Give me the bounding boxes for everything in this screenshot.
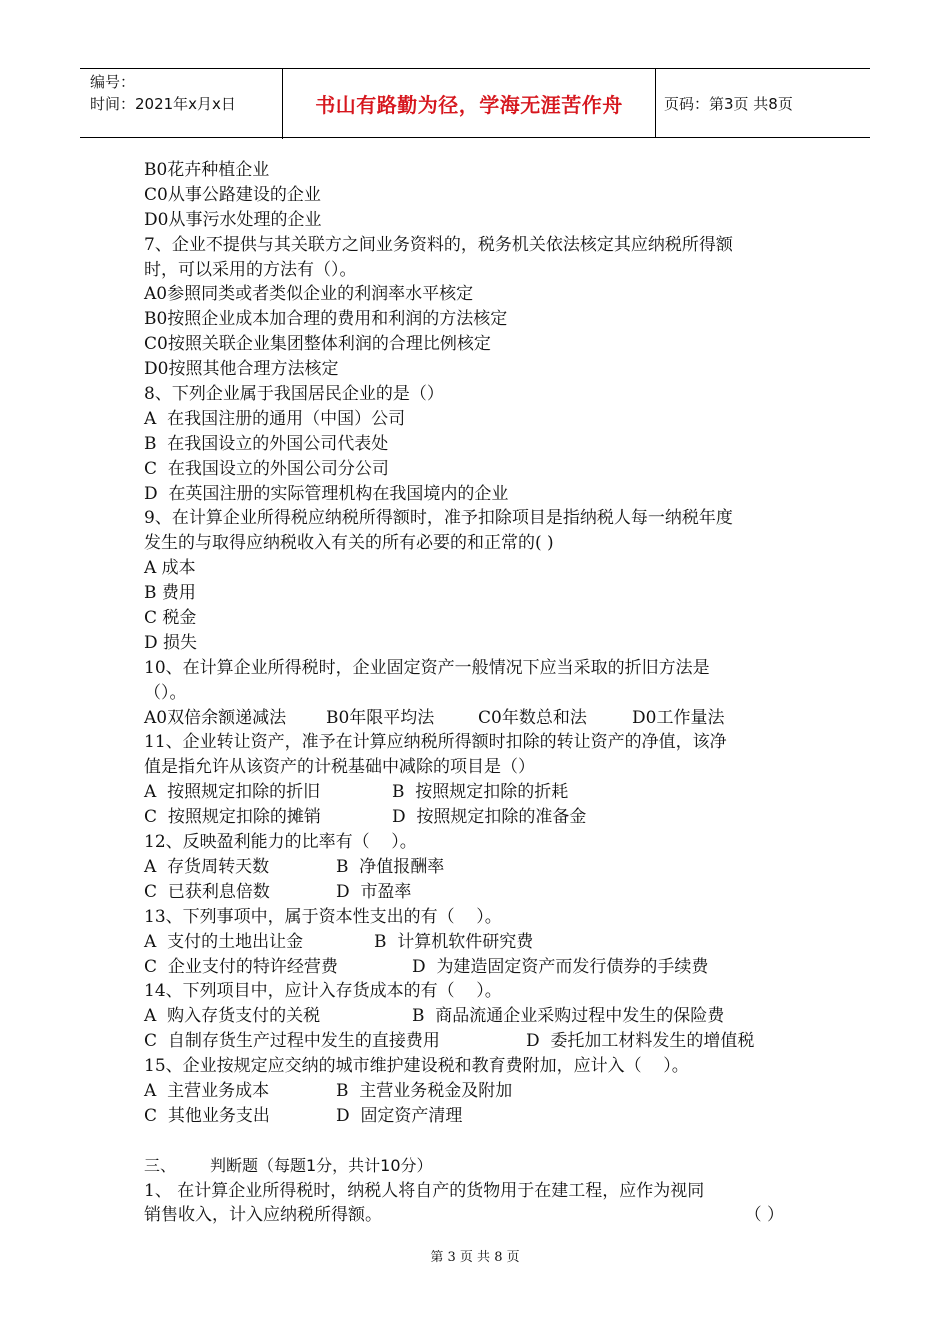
option-row bbox=[144, 930, 824, 955]
option-line: D0按照其他合理方法核定 bbox=[144, 359, 339, 380]
header-meta bbox=[80, 69, 283, 139]
option-line: B 在我国设立的外国公司代表处 bbox=[144, 433, 389, 454]
section-heading bbox=[144, 1154, 824, 1179]
page-footer: 第 3 页 共 8 页 bbox=[430, 1250, 520, 1265]
section-number: 三、 bbox=[144, 1155, 177, 1175]
option-b: B 主营业务税金及附加 bbox=[336, 1080, 513, 1101]
option-a: A 存货周转天数 bbox=[144, 856, 270, 877]
option-row bbox=[144, 706, 824, 731]
option-row bbox=[144, 1104, 824, 1129]
judge-question-1: 1、 在计算企业所得税时，纳税人将自产的货物用于在建工程，应作为视同 bbox=[144, 1180, 705, 1201]
section-title: 判断题（每题1分，共计10分） bbox=[210, 1155, 433, 1175]
text-line: C0从事公路建设的企业 bbox=[144, 184, 321, 205]
option-line: A 在我国注册的通用（中国）公司 bbox=[144, 408, 406, 429]
question-11: 11、企业转让资产，准予在计算应纳税所得额时扣除的转让资产的净值，该净 bbox=[144, 732, 727, 753]
header-motto: 书山有路勤为径，学海无涯苦作舟 bbox=[315, 92, 623, 117]
page-header bbox=[80, 68, 870, 138]
option-d: D 市盈率 bbox=[336, 881, 412, 902]
question-13: 13、下列事项中，属于资本性支出的有（ ）。 bbox=[144, 906, 502, 927]
question-12: 12、反映盈利能力的比率有（ ）。 bbox=[144, 832, 417, 853]
option-d: D 按照规定扣除的准备金 bbox=[392, 807, 587, 828]
header-page-label: 页码：第3页 共8页 bbox=[664, 94, 793, 113]
option-c: C 自制存货生产过程中发生的直接费用 bbox=[144, 1031, 440, 1052]
option-line: D 在英国注册的实际管理机构在我国境内的企业 bbox=[144, 483, 509, 504]
option-c: C 企业支付的特许经营费 bbox=[144, 956, 338, 977]
question-15: 15、企业按规定应交纳的城市维护建设税和教育费附加，应计入（ ）。 bbox=[144, 1056, 689, 1077]
option-a: A 支付的土地出让金 bbox=[144, 931, 304, 952]
option-d: D0工作量法 bbox=[632, 707, 725, 728]
text-line: （）。 bbox=[144, 682, 187, 703]
header-motto-cell bbox=[283, 69, 656, 137]
option-line: B 费用 bbox=[144, 583, 196, 604]
option-b: B 净值报酬率 bbox=[336, 856, 445, 877]
option-d: D 固定资产清理 bbox=[336, 1105, 463, 1126]
option-row bbox=[144, 880, 824, 905]
document-body bbox=[144, 158, 824, 1228]
text-line: B0花卉种植企业 bbox=[144, 160, 270, 180]
option-b: B 计算机软件研究费 bbox=[374, 931, 534, 952]
option-row bbox=[144, 1079, 824, 1104]
option-c: C 按照规定扣除的摊销 bbox=[144, 807, 321, 828]
option-row bbox=[144, 780, 824, 805]
option-row bbox=[144, 955, 824, 980]
doc-time-label: 时间：2021年x月x日 bbox=[90, 95, 236, 113]
text-line-content: 销售收入，计入应纳税所得额。 bbox=[144, 1205, 382, 1226]
option-a: A0双倍余额递减法 bbox=[144, 707, 287, 728]
question-8: 8、下列企业属于我国居民企业的是（） bbox=[144, 384, 444, 405]
option-line: A0参照同类或者类似企业的利润率水平核定 bbox=[144, 284, 474, 305]
option-b: B 按照规定扣除的折耗 bbox=[392, 782, 569, 803]
option-line: A 成本 bbox=[144, 558, 196, 579]
option-d: D 为建造固定资产而发行债券的手续费 bbox=[412, 956, 709, 977]
option-row bbox=[144, 805, 824, 830]
question-9: 9、在计算企业所得税应纳税所得额时，准予扣除项目是指纳税人每一纳税年度 bbox=[144, 508, 733, 529]
text-line bbox=[144, 1203, 824, 1228]
header-page-cell bbox=[656, 69, 870, 137]
option-c: C 已获利息倍数 bbox=[144, 881, 270, 902]
option-a: A 按照规定扣除的折旧 bbox=[144, 782, 321, 803]
option-line: B0按照企业成本加合理的费用和利润的方法核定 bbox=[144, 309, 508, 330]
option-b: B 商品流通企业采购过程中发生的保险费 bbox=[412, 1006, 725, 1027]
option-line: C 税金 bbox=[144, 608, 197, 629]
option-row bbox=[144, 1004, 824, 1029]
text-line: 发生的与取得应纳税收入有关的所有必要的和正常的( ) bbox=[144, 533, 554, 554]
option-line: C0按照关联企业集团整体利润的合理比例核定 bbox=[144, 334, 491, 355]
text-line: 值是指允许从该资产的计税基础中减除的项目是（） bbox=[144, 757, 535, 778]
doc-number-label: 编号： bbox=[90, 73, 136, 91]
option-a: A 主营业务成本 bbox=[144, 1080, 270, 1101]
text-line: 时，可以采用的方法有（）。 bbox=[144, 259, 357, 280]
option-line: D 损失 bbox=[144, 632, 198, 653]
text-line: D0从事污水处理的企业 bbox=[144, 209, 322, 230]
option-c: C 其他业务支出 bbox=[144, 1105, 270, 1126]
question-10: 10、在计算企业所得税时，企业固定资产一般情况下应当采取的折旧方法是 bbox=[144, 657, 710, 678]
answer-parentheses: （ ） bbox=[744, 1205, 784, 1226]
option-b: B0年限平均法 bbox=[326, 707, 435, 728]
option-d: D 委托加工材料发生的增值税 bbox=[526, 1031, 755, 1052]
blank-line bbox=[144, 1129, 824, 1154]
option-line: C 在我国设立的外国公司分公司 bbox=[144, 458, 389, 479]
option-a: A 购入存货支付的关税 bbox=[144, 1006, 321, 1027]
question-14: 14、下列项目中，应计入存货成本的有（ ）。 bbox=[144, 981, 502, 1002]
option-row bbox=[144, 1029, 824, 1054]
option-c: C0年数总和法 bbox=[478, 707, 587, 728]
question-7: 7、企业不提供与其关联方之间业务资料的，税务机关依法核定其应纳税所得额 bbox=[144, 234, 733, 255]
option-row bbox=[144, 855, 824, 880]
